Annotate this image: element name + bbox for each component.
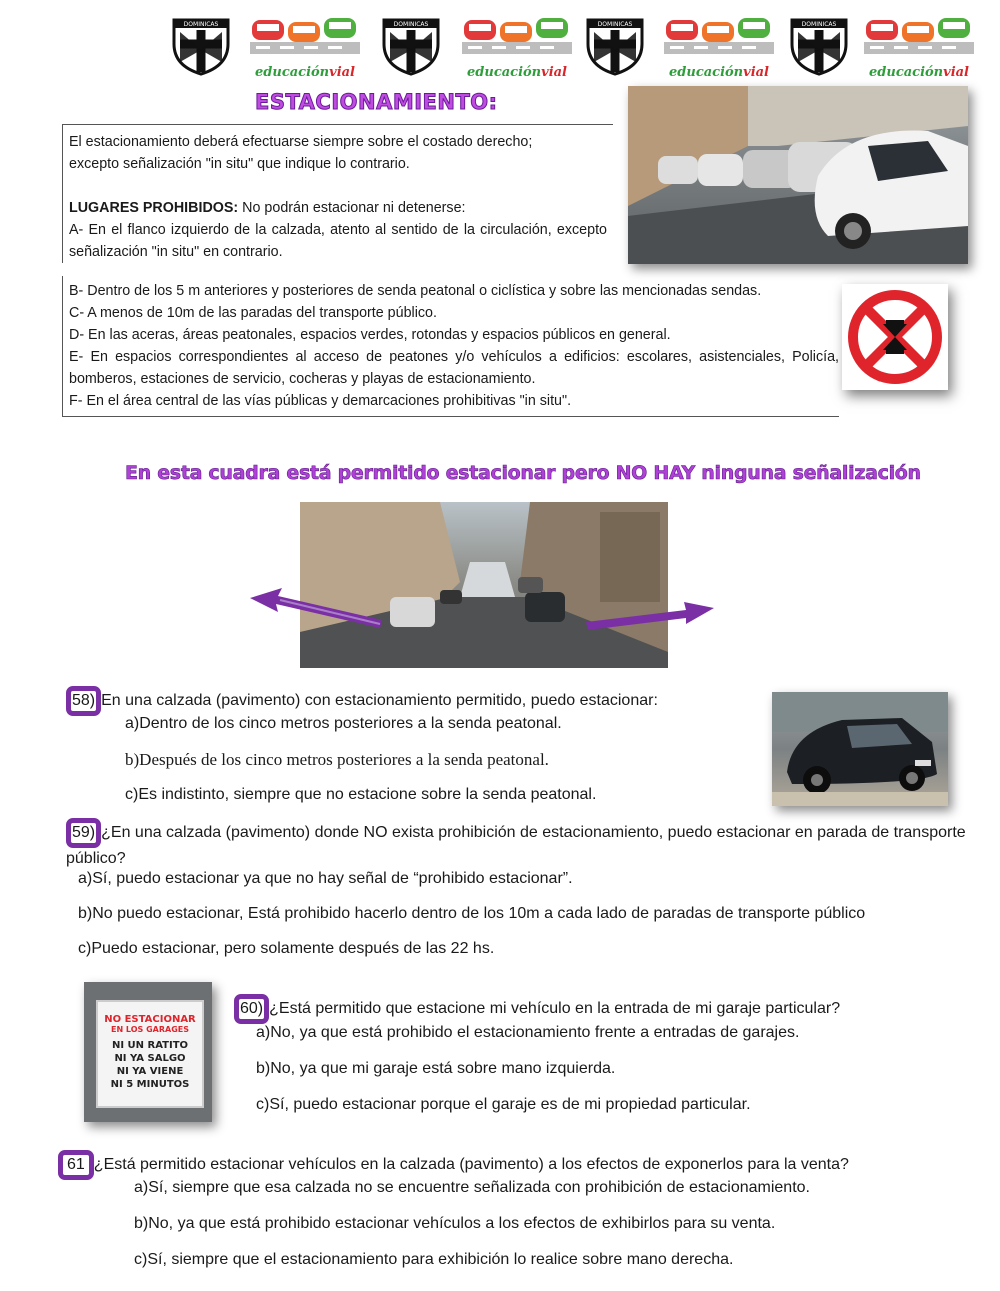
question-text: En una calzada (pavimento) con estacionamiento permitido, puedo estacionar: [101,692,658,709]
question-text: ¿Está permitido que estacione mi vehículo en la entrada de mi garaje particular? [269,1000,841,1017]
sign-line-3: NI UN RATITO [111,1040,189,1051]
rule-a: A- En el flanco izquierdo de la calzada, atento al sentido de la circulación, excepto señalización "in situ" en contrario. [69,222,607,260]
svg-text:DOMINICAS: DOMINICAS [597,21,633,28]
ev-text-2: vial [943,65,969,80]
section-title: ESTACIONAMIENTO: [255,90,498,114]
sign-line-5: NI YA VIENE [116,1066,184,1077]
question-61 [58,1150,849,1180]
rule-e: E- En espacios correspondientes al acceso de peatones y/o vehículos a edificios: escolares, asistenciales, Policía, bomberos, estaciones de servicio, cocheras y playas de estacionamiento. [69,349,839,387]
prohibited-label: LUGARES PROHIBIDOS: [69,200,239,216]
q60-option-c[interactable]: c)Sí, puedo estacionar porque el garaje es de mi propiedad particular. [256,1096,751,1113]
intro-box [62,124,613,263]
direction-arrows-icon [240,580,720,640]
question-text: ¿En una calzada (pavimento) donde NO exista prohibición de estacionamiento, puedo estacionar en parada de transporte público? [66,824,966,867]
sign-line-2: EN LOS GARAGES [110,1025,189,1034]
q61-option-c[interactable]: c)Sí, siempre que el estacionamiento para exhibición lo realice sobre mano derecha. [134,1251,734,1268]
educacion-vial-logo [664,10,774,80]
black-car-photo [772,692,948,806]
q59-option-a[interactable]: a)Sí, puedo estacionar ya que no hay señal de “prohibido estacionar”. [78,870,573,887]
rule-b: B- Dentro de los 5 m anteriores y posteriores de senda peatonal o ciclística y sobre las mencionadas sendas. [69,283,762,299]
rule-d: D- En las aceras, áreas peatonales, espacios verdes, rotondas y espacios públicos en general. [69,327,671,343]
ev-text-2: vial [329,65,355,80]
prohibited-rest: No podrán estacionar ni detenerse: [238,200,466,216]
intro-text: El estacionamiento deberá efectuarse siempre sobre el costado derecho; excepto señalización "in situ" que indique lo contrario. [69,134,533,172]
q58-option-c[interactable]: c)Es indistinto, siempre que no estacione sobre la senda peatonal. [125,786,597,803]
q61-option-a[interactable]: a)Sí, siempre que esa calzada no se encuentre señalizada con prohibición de estacionamiento. [134,1179,810,1196]
prohibited-heading [69,197,607,219]
no-parking-sign-icon [842,284,948,390]
q59-option-c[interactable]: c)Puedo estacionar, pero solamente después de las 22 hs. [78,940,495,957]
svg-text:DOMINICAS: DOMINICAS [801,21,837,28]
rule-f: F- En el área central de las vías públicas y demarcaciones prohibitivas "in situ". [69,393,572,409]
question-text: ¿Está permitido estacionar vehículos en la calzada (pavimento) a los efectos de exponerlos para la venta? [93,1156,849,1173]
no-stopping-sign [842,284,948,390]
ev-text-2: vial [541,65,567,80]
rule-c: C- A menos de 10m de las paradas del transporte público. [69,305,437,321]
dominicas-shield-logo [584,10,646,76]
educacion-vial-logo [864,10,974,80]
question-number: 59) [66,818,101,848]
svg-text:DOMINICAS: DOMINICAS [393,21,429,28]
dominicas-shield-logo [170,10,232,76]
q60-option-b[interactable]: b)No, ya que mi garaje está sobre mano izquierda. [256,1060,616,1077]
q58-option-a[interactable]: a)Dentro de los cinco metros posteriores a la senda peatonal. [125,715,562,732]
q61-option-b[interactable]: b)No, ya que está prohibido estacionar vehículos a los efectos de exhibirlos para su venta. [134,1215,776,1232]
ev-text-1: educación [869,65,944,80]
svg-text:DOMINICAS: DOMINICAS [183,21,219,28]
question-number: 61 [58,1150,94,1180]
q58-option-b[interactable]: b)Después de los cinco metros posteriores a la senda peatonal. [125,750,549,769]
garage-sign-photo [84,982,212,1122]
q59-option-b[interactable]: b)No puedo estacionar, Está prohibido hacerlo dentro de los 10m a cada lado de paradas de transporte público [78,905,866,922]
question-58 [66,686,658,716]
educacion-vial-logo [462,10,572,80]
sign-line-4: NI YA SALGO [114,1053,186,1064]
parked-cars-photo [628,86,968,264]
subtitle: En esta cuadra está permitido estacionar pero NO HAY ninguna señalización [125,462,921,484]
ev-text-2: vial [743,65,769,80]
question-59 [66,818,986,870]
ev-text-1: educación [669,65,744,80]
sign-line-6: NI 5 MINUTOS [110,1079,190,1090]
rules-box [62,276,839,417]
ev-text-1: educación [255,65,330,80]
educacion-vial-logo [250,10,360,80]
question-60 [234,994,840,1024]
q60-option-a[interactable]: a)No, ya que está prohibido el estacionamiento frente a entradas de garajes. [256,1024,800,1041]
question-number: 60) [234,994,269,1024]
sign-line-1: NO ESTACIONAR [104,1014,196,1025]
dominicas-shield-logo [380,10,442,76]
question-number: 58) [66,686,101,716]
ev-text-1: educación [467,65,542,80]
dominicas-shield-logo [788,10,850,76]
